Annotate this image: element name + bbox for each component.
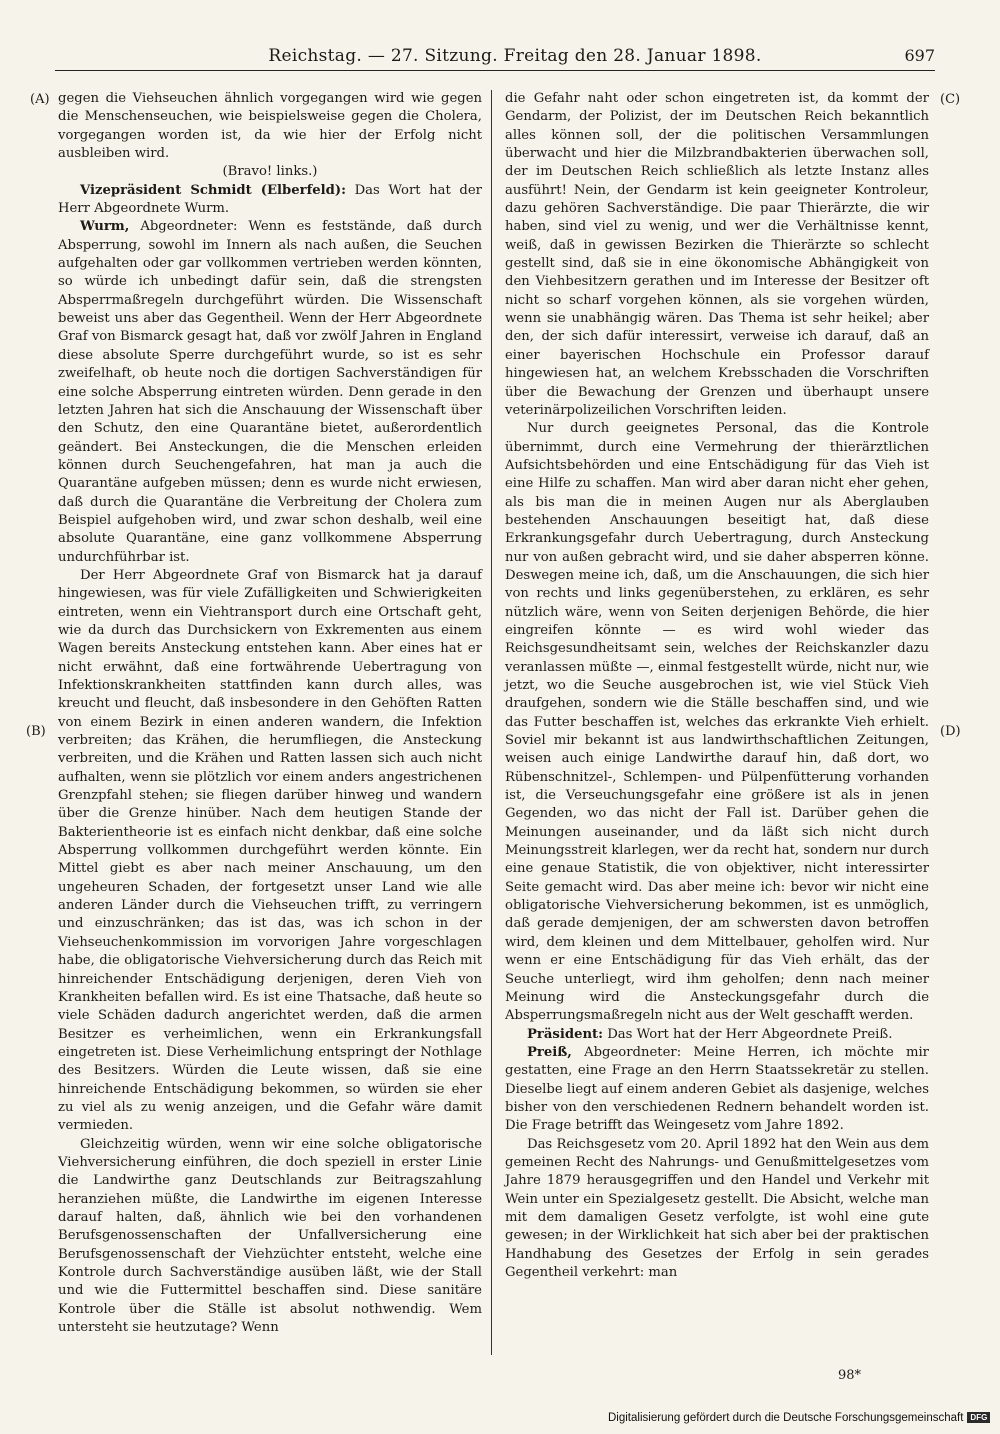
- interjection: (Bravo! links.): [222, 164, 318, 180]
- speaker-paragraph: [58, 218, 482, 567]
- paragraph: gegen die Viehseuchen ähnlich vorgegangen wird wie gegen die Menschenseuchen, wie beispielsweise gegen die Cholera, vorgegangen worden ist, da wie hier der Erfolg nicht ausbleiben wird.: [58, 91, 482, 162]
- page-number: 697: [904, 46, 935, 65]
- speaker-name: Vizepräsident Schmidt (Elberfeld):: [80, 182, 346, 198]
- paragraph: die Gefahr naht oder schon eingetreten ist, da kommt der Gendarm, der Polizist, der im Deutschen Reich bekanntlich alles können soll, der die politischen Versammlungen überwacht und hier die Milzbrandbakterien überwachen soll, der im Deutschen Reich schließlich als letzte Instanz alles ausführt! Nein, der Gendarm ist kein geeigneter Kontroleur, dazu gehören Sachverständige. Die paar Thierärzte, die wir haben, sind viel zu wenig, und wer die Verhältnisse kennt, weiß, daß in gewissen Bezirken die Thierärzte so schlecht gestellt sind, daß sie in eine ökonomische Abhängigkeit von den Viehbesitzern gerathen und im Interesse der Besitzer oft nicht so scharf vorgehen können, als sie vorgehen würden, wenn sie unabhängig wären. Das Thema ist sehr heikel; aber den, der sich dafür interessirt, verweise ich darauf, daß an einer bayerischen Hochschule ein Professor darauf hingewiesen hat, an welchem Krebsschaden die Vorschriften über die Bewachung der Grenzen und überhaupt unsere veterinärpolizeilichen Vorschriften leiden.: [505, 91, 929, 418]
- sheet-signature: 98*: [838, 1368, 862, 1383]
- dfg-logo: DFG: [967, 1412, 990, 1423]
- left-column: [58, 90, 482, 1337]
- right-column: [505, 90, 929, 1282]
- running-header: [55, 44, 935, 71]
- digitization-credit: [608, 1412, 990, 1424]
- speaker-paragraph: [505, 1026, 929, 1044]
- margin-mark-b: (B): [26, 724, 46, 739]
- speaker-name: Präsident:: [527, 1026, 604, 1042]
- credit-text: Digitalisierung gefördert durch die Deutsche Forschungsgemeinschaft: [608, 1412, 964, 1424]
- margin-mark-a: (A): [30, 92, 50, 107]
- margin-mark-d: (D): [940, 724, 961, 739]
- speaker-name: Preiß,: [527, 1044, 572, 1060]
- speaker-paragraph: [505, 1044, 929, 1136]
- speech-text: Abgeordneter: Wenn es feststände, daß durch Absperrung, sowohl im Innern als nach außen, die Seuchen aufgehalten oder gar vollkommen vertrieben werden könnten, so würde ich unbedingt dafür sein, daß die strengsten Absperrmaßregeln durchgeführt würden. Die Wissenschaft beweist uns aber das Gegentheil. Wenn der Herr Abgeordnete Graf von Bismarck gesagt hat, daß vor zwölf Jahren in England diese absolute Sperre durchgeführt wurde, so ist es sehr zweifelhaft, ob heute noch die dortigen Sachverständigen für eine solche Absperrung eintreten würden. Denn gerade in den letzten Jahren hat sich die Anschauung der Wissenschaft über den Schutz, den eine Quarantäne bietet, außerordentlich geändert. Bei Ansteckungen, die die Menschen erleiden können durch Seuchengefahren, hat man ja auch die Quarantäne aufgeben müssen; denn es wurde nicht erwiesen, daß durch die Quarantäne die Verbreitung der Cholera zum Beispiel aufgehoben wird, und zwar schon deshalb, weil eine absolute Quarantäne, eine ganz vollkommene Absperrung undurchführbar ist.: [58, 219, 482, 565]
- margin-mark-c: (C): [940, 92, 961, 107]
- speech-text: Das Wort hat der Herr Abgeordnete Preiß.: [603, 1026, 893, 1042]
- paragraph: Nur durch geeignetes Personal, das die Kontrole übernimmt, durch eine Vermehrung der thierärztlichen Aufsichtsbehörden und eine Entschädigung für das Vieh ist eine Hilfe zu schaffen. Man wird aber daran nicht eher gehen, als bis man die in meinen Augen nur als Aberglauben bestehenden Anschauungen beseitigt hat, daß diese Erkrankungsgefahr durch Uebertragung, durch Ansteckung nur von außen gebracht wird, und sie daher absperren könne. Deswegen meine ich, daß, um die Anschauungen, die sich hier von rechts und links gegenüberstehen, zu erklären, es sehr nützlich wäre, wenn von Seiten derjenigen Behörde, die hier eingreifen könnte — es wird wohl wieder das Reichsgesundheitsamt sein, welches der Reichskanzler dazu veranlassen müßte —, einmal festgestellt würde, nicht nur, wie jetzt, wo die Seuche ausgebrochen ist, wie viel Stück Vieh draufgehen, sondern wie die Ställe beschaffen sind, und wie das Futter beschaffen ist, welches das erkrankte Vieh erhielt. Soviel mir bekannt ist aus landwirthschaftlichen Zeitungen, weisen auch einige Landwirthe darauf hin, daß dort, wo Rübenschnitzel-, Schlempen- und Pülpenfütterung vorhanden ist, die Verseuchungsgefahr eine größere ist als in jenen Gegenden, wo das nicht der Fall ist. Darüber gehen die Meinungen auseinander, und da läßt sich nicht durch Meinungsstreit klarlegen, wer da recht hat, sondern nur durch eine genaue Statistik, die von objektiver, nicht interessirter Seite gemacht wird. Das aber meine ich: bevor wir nicht eine obligatorische Viehversicherung bekommen, ist es unmöglich, daß gerade demjenigen, der am schwersten davon betroffen wird, dem kleinen und dem Mittelbauer, geholfen wird. Nur wenn er eine Entschädigung für das Vieh erhält, das der Seuche unterliegt, wird ihm geholfen; denn nach meiner Meinung wird die Ansteckungsgefahr durch die Absperrungsmaßregeln nicht aus der Welt geschafft werden.: [505, 421, 929, 1024]
- speaker-name: Wurm,: [80, 219, 130, 235]
- column-divider: [491, 90, 492, 1355]
- speech-text: Das Wort hat der Herr Abgeordnete Wurm.: [58, 182, 482, 217]
- header-title: Reichstag. — 27. Sitzung. Freitag den 28. Januar 1898.: [268, 46, 762, 66]
- speaker-paragraph: [58, 182, 482, 219]
- paragraph: Das Reichsgesetz vom 20. April 1892 hat den Wein aus dem gemeinen Recht des Nahrungs- und Genußmittelgesetzes vom Jahre 1879 herausgegriffen und den Handel und Verkehr mit Wein unter ein Spezialgesetz gestellt. Die Absicht, welche man mit dem damaligen Gesetz verfolgte, ist wohl eine gute gewesen; in der Wirklichkeit hat sich aber bei der praktischen Handhabung des Gesetzes der Erfolg in sein gerades Gegentheil verkehrt: man: [505, 1136, 929, 1280]
- speech-text: Abgeordneter: Meine Herren, ich möchte mir gestatten, eine Frage an den Herrn Staatssekretär zu stellen. Dieselbe liegt auf einem anderen Gebiet als dasjenige, welches bisher von den verschiedenen Rednern behandelt worden ist. Die Frage betrifft das Weingesetz vom Jahre 1892.: [505, 1044, 929, 1134]
- paragraph: Der Herr Abgeordnete Graf von Bismarck hat ja darauf hingewiesen, was für viele Zufälligkeiten und Schwierigkeiten eintreten, wenn ein Viehtransport durch eine Ortschaft geht, wie da durch das Durchsickern von Exkrementen aus einem Wagen bereits Ansteckung entstehen kann. Aber eines hat er nicht erwähnt, daß eine fortwährende Uebertragung von Infektionskrankheiten stattfinden kann durch alles, was kreucht und fleucht, daß insbesondere in den Gehöften Ratten von einem Bezirk in einen anderen wandern, die Infektion verbreiten; das Krähen, die herumfliegen, die Ansteckung verbreiten, und die Krähen und Ratten lassen sich auch nicht aufhalten, wenn sie plötzlich vor einem anders angestrichenen Grenzpfahl stehen; sie fliegen darüber hinweg und wandern über die Grenze hinüber. Nach dem heutigen Stande der Bakterientheorie ist es einfach nicht denkbar, daß eine solche Absperrung vollkommen durchgeführt werden könnte. Ein Mittel giebt es aber nach meiner Anschauung, um den ungeheuren Schaden, der fortgesetzt unser Land wie alle anderen Länder durch die Viehseuchen trifft, zu verringern und einzuschränken; das ist das, was ich schon in der Viehseuchenkommission im vorvorigen Jahre vorgeschlagen habe, die obligatorische Viehversicherung durch das Reich mit hinreichender Entschädigung derjenigen, deren Vieh von Krankheiten befallen wird. Es ist eine Thatsache, daß heute so viele Schäden dadurch angerichtet werden, daß die armen Besitzer es verheimlichen, wenn ein Erkrankungsfall eingetreten ist. Diese Verheimlichung entspringt der Nothlage des Besitzers. Würden die Leute wissen, daß sie eine hinreichende Entschädigung bekommen, so würden sie eher zu viel als zu wenig anzeigen, und die Gefahr wäre damit vermieden.: [58, 567, 482, 1134]
- paragraph: Gleichzeitig würden, wenn wir eine solche obligatorische Viehversicherung einführen, die doch speziell in erster Linie die Landwirthe ganz Deutschlands zur Beitragszahlung heranziehen müßte, die Landwirthe im eigenen Interesse darauf halten, daß, ähnlich wie bei den vorhandenen Berufsgenossenschaften der Unfallversicherung eine Berufsgenossenschaft der Viehzüchter entsteht, welche eine Kontrole durch Sachverständige ausüben läßt, wie der Stall und wie die Futtermittel beschaffen sind. Diese sanitäre Kontrole über die Ställe ist absolut nothwendig. Wem untersteht sie heutzutage? Wenn: [58, 1136, 482, 1336]
